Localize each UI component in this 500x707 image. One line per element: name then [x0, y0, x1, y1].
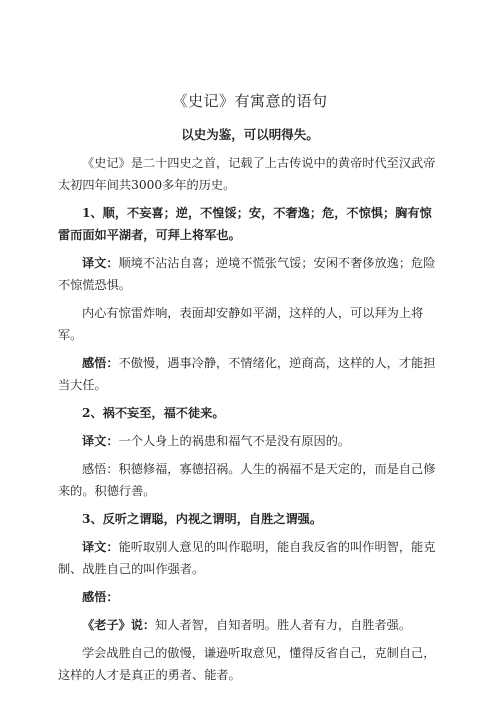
- paragraph-reflection-3-label: 感悟：: [82, 590, 119, 604]
- paragraph-reflection-1: 感悟：不傲慢，遇事冷静，不情绪化，逆商高，这样的人，才能担当大任。: [58, 356, 436, 392]
- paragraph-laozi-quote: 《老子》说：知人者智，自知者明。胜人者有力，自胜者强。: [82, 618, 412, 632]
- document-body: [58, 152, 442, 692]
- paragraph-translation-2: 译文：一个人身上的祸患和福气不是没有原因的。: [82, 434, 351, 448]
- paragraph-heading-3: 3、反听之谓聪，内视之谓明，自胜之谓强。: [82, 512, 323, 526]
- paragraph-translation-3: 译文：能听取别人意见的叫作聪明，能自我反省的叫作明智，能克制、战胜自己的叫作强者。: [58, 540, 436, 576]
- document-subtitle: 以史为鉴，可以明得失。: [181, 127, 319, 142]
- paragraph-heading-1: 1、顺，不妄喜；逆，不惶馁；安，不奢逸；危，不惊惧；胸有惊雷而面如平湖者，可拜上将军也。: [58, 206, 432, 242]
- paragraph-intro: 《史记》是二十四史之首，记载了上古传说中的黄帝时代至汉武帝太初四年间共3000多年的历史。: [58, 156, 436, 192]
- paragraph-closing: 学会战胜自己的傲慢，谦逊听取意见，懂得反省自己，克制自己，这样的人才是真正的勇者、能者。: [58, 646, 436, 682]
- paragraph-heading-2: 2、祸不妄至，福不徒来。: [82, 406, 225, 420]
- paragraph-translation-1-cont: 内心有惊雷炸响，表面却安静如平湖，这样的人，可以拜为上将军。: [58, 306, 424, 342]
- paragraph-reflection-2: 感悟：积德修福，寡德招祸。人生的祸福不是天定的，而是自己修来的。积德行善。: [58, 462, 436, 498]
- paragraph-translation-1: 译文：顺境不沾沾自喜；逆境不慌张气馁；安闲不奢侈放逸；危险不惊慌恐惧。: [58, 256, 436, 292]
- document-title: 《史记》有寓意的语句: [172, 92, 328, 110]
